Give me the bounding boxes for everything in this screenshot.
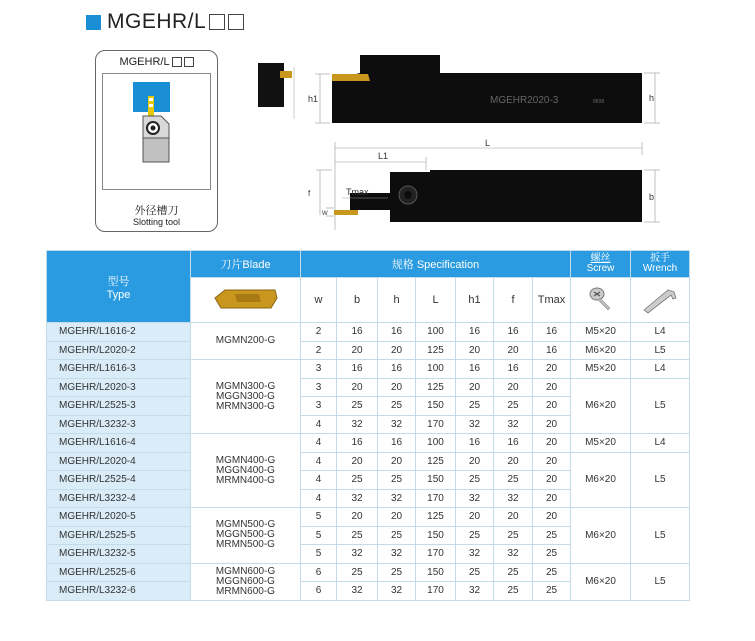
- cell-w: 4: [301, 452, 337, 471]
- label-tmax: Tmax: [346, 187, 369, 197]
- cell-b: 32: [337, 489, 378, 508]
- wrench-cell: L5: [631, 452, 690, 508]
- cell-b: 16: [337, 360, 378, 379]
- cell-b: 20: [337, 452, 378, 471]
- wrench-cell: L5: [631, 378, 690, 434]
- table-row: [47, 323, 690, 342]
- cell-tmax: 25: [533, 563, 571, 582]
- cell-w: 5: [301, 508, 337, 527]
- cell-L: 125: [416, 452, 456, 471]
- blade-header: 刀片Blade: [191, 251, 301, 278]
- cell-h: 32: [378, 489, 416, 508]
- cell-h1: 20: [456, 341, 494, 360]
- cell-L: 150: [416, 397, 456, 416]
- type-cell: MGEHR/L2020-3: [47, 378, 191, 397]
- cell-h: 32: [378, 415, 416, 434]
- cell-w: 4: [301, 471, 337, 490]
- cell-L: 100: [416, 360, 456, 379]
- cell-w: 5: [301, 545, 337, 564]
- cell-h1: 25: [456, 471, 494, 490]
- type-cell: MGEHR/L2020-4: [47, 452, 191, 471]
- body-text: MGEHR2020-3: [490, 95, 559, 106]
- type-header-cn: 型号: [107, 275, 130, 288]
- screw-cell: M6×20: [571, 508, 631, 564]
- cell-f: 16: [494, 323, 533, 342]
- cell-f: 16: [494, 434, 533, 453]
- cell-b: 25: [337, 526, 378, 545]
- cell-L: 125: [416, 341, 456, 360]
- tool-drawing: [250, 45, 670, 245]
- cell-h1: 25: [456, 397, 494, 416]
- cell-tmax: 20: [533, 415, 571, 434]
- title-box-icon: [209, 14, 225, 30]
- cell-b: 20: [337, 341, 378, 360]
- cell-L: 125: [416, 378, 456, 397]
- type-cell: MGEHR/L2525-6: [47, 563, 191, 582]
- cell-b: 20: [337, 378, 378, 397]
- table-row: [47, 434, 690, 453]
- cell-w: 6: [301, 563, 337, 582]
- cell-h1: 32: [456, 545, 494, 564]
- type-cell: MGEHR/L2525-5: [47, 526, 191, 545]
- cell-h: 16: [378, 323, 416, 342]
- type-cell: MGEHR/L3232-4: [47, 489, 191, 508]
- cell-h1: 32: [456, 415, 494, 434]
- wrench-cell: L4: [631, 323, 690, 342]
- table-row: [47, 378, 690, 397]
- cell-f: 20: [494, 508, 533, 527]
- table-row: [47, 360, 690, 379]
- cell-h1: 16: [456, 323, 494, 342]
- table-row: [47, 508, 690, 527]
- cell-tmax: 20: [533, 397, 571, 416]
- cell-tmax: 20: [533, 378, 571, 397]
- cell-b: 25: [337, 563, 378, 582]
- type-cell: MGEHR/L3232-6: [47, 582, 191, 601]
- cell-L: 100: [416, 323, 456, 342]
- blade-cell: MGMN400-G MGGN400-G MRMN400-G: [191, 434, 301, 508]
- cell-h1: 32: [456, 582, 494, 601]
- cell-h: 25: [378, 563, 416, 582]
- screw-header-cn: 螺丝: [590, 253, 611, 264]
- caption-cn: 外径槽刀: [134, 205, 179, 217]
- cell-f: 25: [494, 563, 533, 582]
- cell-L: 170: [416, 415, 456, 434]
- cell-w: 3: [301, 360, 337, 379]
- col-header-tmax: Tmax: [533, 278, 571, 323]
- tool-schematic: [102, 73, 211, 190]
- cell-f: 20: [494, 341, 533, 360]
- label-w: W: [322, 211, 328, 217]
- side-view: [258, 63, 294, 119]
- screw-icon: [588, 284, 614, 314]
- bottom-view: [308, 170, 660, 222]
- cell-w: 6: [301, 582, 337, 601]
- type-cell: MGEHR/L1616-3: [47, 360, 191, 379]
- table-row: [47, 341, 690, 360]
- wrench-header: [631, 251, 690, 278]
- cell-h: 20: [378, 452, 416, 471]
- blade-cell: MGMN300-G MGGN300-G MRMN300-G: [191, 360, 301, 434]
- label-b: b: [649, 192, 655, 202]
- cell-h: 25: [378, 471, 416, 490]
- title-text: MGEHR/L: [107, 10, 207, 33]
- blade-image: [191, 278, 301, 323]
- cell-L: 100: [416, 434, 456, 453]
- cell-f: 25: [494, 582, 533, 601]
- cell-h: 25: [378, 526, 416, 545]
- cell-f: 20: [494, 378, 533, 397]
- label-f: f: [308, 189, 311, 198]
- cell-h: 32: [378, 582, 416, 601]
- label-L: L: [485, 138, 491, 148]
- wrench-cell: L5: [631, 341, 690, 360]
- cell-tmax: 20: [533, 508, 571, 527]
- screw-cell: M5×20: [571, 434, 631, 453]
- cell-tmax: 16: [533, 323, 571, 342]
- table-row: [47, 452, 690, 471]
- type-cell: MGEHR/L1616-2: [47, 323, 191, 342]
- cell-h1: 20: [456, 508, 494, 527]
- cell-tmax: 25: [533, 526, 571, 545]
- cell-b: 16: [337, 434, 378, 453]
- top-view: [308, 55, 660, 123]
- screw-image: [571, 278, 631, 323]
- body-small-text: 8898: [593, 99, 605, 105]
- wrench-cell: L4: [631, 434, 690, 453]
- cell-h: 32: [378, 545, 416, 564]
- cell-tmax: 20: [533, 434, 571, 453]
- cell-tmax: 16: [533, 341, 571, 360]
- cell-L: 150: [416, 526, 456, 545]
- blade-cell: MGMN600-G MGGN600-G MRMN600-G: [191, 563, 301, 600]
- cell-h1: 32: [456, 489, 494, 508]
- type-cell: MGEHR/L2020-5: [47, 508, 191, 527]
- cell-w: 4: [301, 489, 337, 508]
- cell-h: 16: [378, 360, 416, 379]
- cell-tmax: 20: [533, 360, 571, 379]
- cell-h1: 20: [456, 452, 494, 471]
- cell-tmax: 20: [533, 471, 571, 490]
- wrench-header-en: Wrench: [642, 263, 678, 274]
- cell-h: 20: [378, 378, 416, 397]
- title-box-icon: [228, 14, 244, 30]
- cell-h1: 25: [456, 526, 494, 545]
- cell-h1: 16: [456, 360, 494, 379]
- type-header-en: Type: [106, 288, 131, 301]
- screw-header: [571, 251, 631, 278]
- label-L1: L1: [378, 151, 389, 161]
- page-title: [86, 10, 244, 34]
- col-header-b: b: [337, 278, 378, 323]
- cell-h: 25: [378, 397, 416, 416]
- cell-tmax: 25: [533, 582, 571, 601]
- cell-f: 32: [494, 545, 533, 564]
- cell-L: 150: [416, 563, 456, 582]
- cell-w: 2: [301, 341, 337, 360]
- cell-b: 25: [337, 397, 378, 416]
- col-header-w: w: [301, 278, 337, 323]
- caption-en: Slotting tool: [132, 217, 181, 227]
- cell-f: 32: [494, 415, 533, 434]
- wrench-header-cn: 扳手: [650, 253, 670, 264]
- wrench-cell: L5: [631, 508, 690, 564]
- screw-header-en: Screw: [586, 263, 615, 274]
- cell-h: 16: [378, 434, 416, 453]
- cell-f: 32: [494, 489, 533, 508]
- cell-b: 16: [337, 323, 378, 342]
- cell-f: 20: [494, 452, 533, 471]
- blade-cell: MGMN500-G MGGN500-G MRMN500-G: [191, 508, 301, 564]
- blade-insert-icon: [211, 284, 281, 314]
- panel-box-icon: [172, 57, 182, 67]
- panel-title-text: MGEHR/L: [119, 56, 170, 68]
- wrench-cell: L4: [631, 360, 690, 379]
- slotting-tool-panel: [95, 50, 218, 232]
- screw-cell: M6×20: [571, 563, 631, 600]
- col-header-L: L: [416, 278, 456, 323]
- cell-h1: 25: [456, 563, 494, 582]
- cell-b: 32: [337, 582, 378, 601]
- cell-L: 125: [416, 508, 456, 527]
- cell-tmax: 20: [533, 489, 571, 508]
- screw-cell: M6×20: [571, 452, 631, 508]
- type-cell: MGEHR/L3232-5: [47, 545, 191, 564]
- tool-schematic-icon: [103, 74, 210, 189]
- type-header: [47, 251, 191, 323]
- cell-h1: 16: [456, 434, 494, 453]
- type-cell: MGEHR/L3232-3: [47, 415, 191, 434]
- cell-f: 16: [494, 360, 533, 379]
- cell-tmax: 20: [533, 452, 571, 471]
- type-cell: MGEHR/L2525-3: [47, 397, 191, 416]
- wrench-cell: L5: [631, 563, 690, 600]
- wrench-image: [631, 278, 690, 323]
- cell-L: 170: [416, 582, 456, 601]
- cell-w: 4: [301, 415, 337, 434]
- cell-L: 170: [416, 545, 456, 564]
- spec-header: 规格 Specification: [301, 251, 571, 278]
- cell-f: 25: [494, 471, 533, 490]
- label-h1: h1: [308, 94, 319, 104]
- cell-h: 20: [378, 508, 416, 527]
- cell-tmax: 25: [533, 545, 571, 564]
- label-h: h: [649, 93, 655, 103]
- col-header-h: h: [378, 278, 416, 323]
- cell-b: 32: [337, 415, 378, 434]
- cell-h1: 20: [456, 378, 494, 397]
- col-header-f: f: [494, 278, 533, 323]
- cell-f: 25: [494, 397, 533, 416]
- panel-title: [96, 56, 217, 68]
- screw-cell: M5×20: [571, 323, 631, 342]
- type-cell: MGEHR/L2020-2: [47, 341, 191, 360]
- cell-w: 2: [301, 323, 337, 342]
- cell-L: 170: [416, 489, 456, 508]
- panel-caption: [96, 206, 217, 228]
- cell-w: 5: [301, 526, 337, 545]
- cell-L: 150: [416, 471, 456, 490]
- title-square-icon: [86, 15, 101, 30]
- type-cell: MGEHR/L2525-4: [47, 471, 191, 490]
- screw-cell: M6×20: [571, 341, 631, 360]
- cell-f: 25: [494, 526, 533, 545]
- panel-box-icon: [184, 57, 194, 67]
- screw-cell: M6×20: [571, 378, 631, 434]
- col-header-h1: h1: [456, 278, 494, 323]
- cell-w: 4: [301, 434, 337, 453]
- blade-cell: MGMN200-G: [191, 323, 301, 360]
- cell-b: 32: [337, 545, 378, 564]
- cell-h: 20: [378, 341, 416, 360]
- cell-w: 3: [301, 378, 337, 397]
- spec-table: [46, 250, 690, 601]
- wrench-icon: [640, 284, 680, 314]
- cell-w: 3: [301, 397, 337, 416]
- type-cell: MGEHR/L1616-4: [47, 434, 191, 453]
- cell-b: 20: [337, 508, 378, 527]
- screw-cell: M5×20: [571, 360, 631, 379]
- table-row: [47, 563, 690, 582]
- cell-b: 25: [337, 471, 378, 490]
